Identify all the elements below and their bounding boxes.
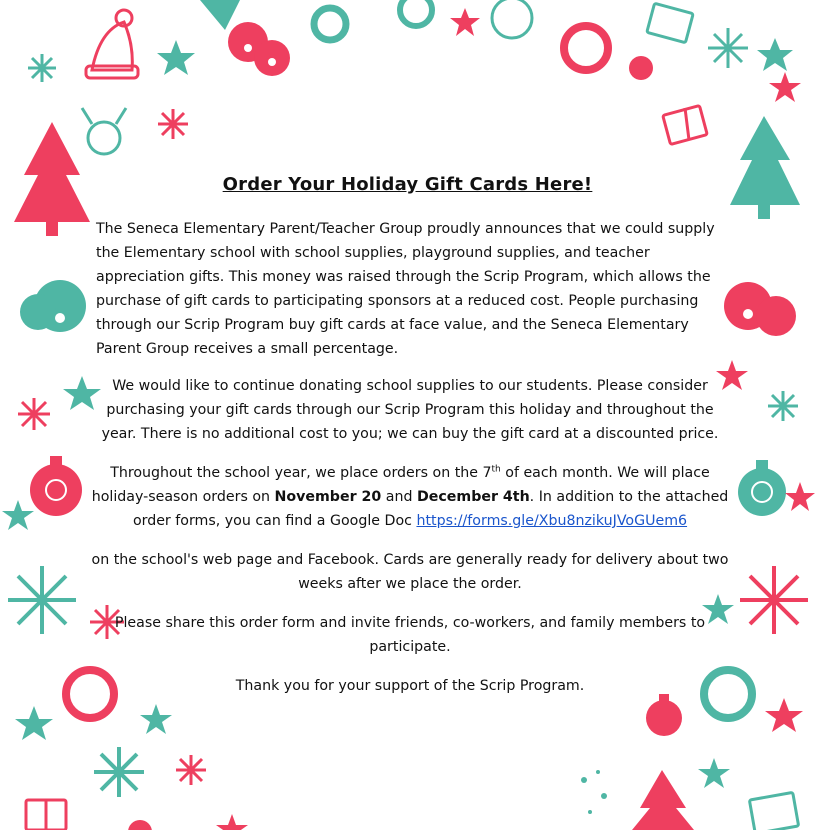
thank-you-paragraph: Thank you for your support of the Scrip Program. xyxy=(235,678,585,694)
schedule-text: . In addition to the attached order forms, you can find a Google Doc xyxy=(132,489,729,529)
order-date-december: December 4th xyxy=(416,489,530,505)
order-date-november: November 20 xyxy=(274,489,382,505)
schedule-text: of each month. We will place holiday-season orders on xyxy=(91,465,710,505)
page-title: Order Your Holiday Gift Cards Here! xyxy=(222,174,593,195)
delivery-paragraph: on the school's web page and Facebook. Cards are generally ready for delivery about two weeks after we place the order. xyxy=(91,552,729,592)
share-paragraph: Please share this order form and invite friends, co-workers, and family members to participate. xyxy=(114,615,706,655)
schedule-text: Throughout the school year, we place orders on the 7 xyxy=(110,465,492,481)
schedule-text: and xyxy=(381,489,417,505)
google-doc-link[interactable]: https://forms.gle/Xbu8nzikuJVoGUem6 xyxy=(416,513,688,529)
order-schedule-paragraph xyxy=(90,461,730,533)
donation-paragraph: We would like to continue donating school supplies to our students. Please consider purchasing your gift cards through our Scrip Program this holiday and throughout the year. There is no additional cost to you; we can buy the gift card at a discounted price. xyxy=(101,378,719,442)
intro-paragraph: The Seneca Elementary Parent/Teacher Group proudly announces that we could supply the Elementary school with school supplies, playground supplies, and teacher appreciation gifts. This money was raised through the Scrip Program, which allows the purchase of gift cards to participating sponsors at a reduced cost. People purchasing through our Scrip Program buy gift cards at face value, and the Seneca Elementary Parent Group receives a small percentage. xyxy=(96,221,715,357)
ordinal-suffix: th xyxy=(491,464,501,475)
